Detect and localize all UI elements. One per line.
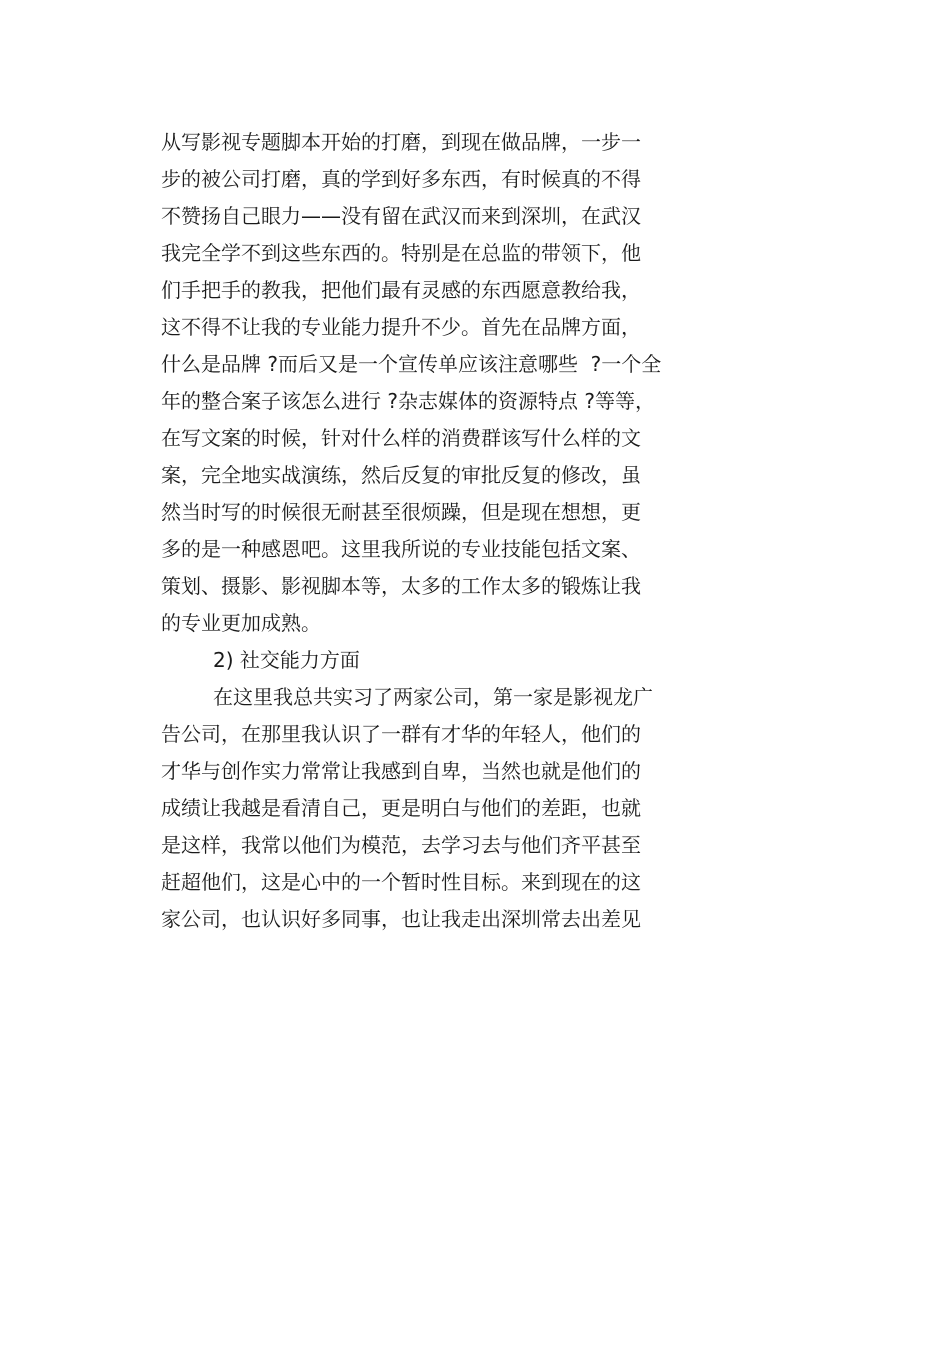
paragraph-1-line: 策划、摄影、影视脚本等，太多的工作太多的锻炼让我 [161,574,641,598]
paragraph-1-line: 的专业更加成熟。 [161,611,321,635]
paragraph-2-line: 才华与创作实力常常让我感到自卑，当然也就是他们的 [161,759,641,783]
section-heading: 2) 社交能力方面 [213,648,360,672]
paragraph-1-line: 在写文案的时候，针对什么样的消费群该写什么样的文 [161,426,641,450]
paragraph-1-line: 从写影视专题脚本开始的打磨，到现在做品牌，一步一 [161,130,641,154]
paragraph-1-line: 们手把手的教我，把他们最有灵感的东西愿意教给我， [161,278,641,302]
paragraph-1-line: 多的是一种感恩吧。这里我所说的专业技能包括文案、 [161,537,641,561]
paragraph-2-line: 赶超他们，这是心中的一个暂时性目标。来到现在的这 [161,870,641,894]
paragraph-1-line: 步的被公司打磨，真的学到好多东西，有时候真的不得 [161,167,641,191]
paragraph-1-line: 这不得不让我的专业能力提升不少。首先在品牌方面， [161,315,641,339]
paragraph-1-line: 然当时写的时候很无耐甚至很烦躁，但是现在想想，更 [161,500,641,524]
paragraph-1-line: 案，完全地实战演练，然后反复的审批反复的修改，虽 [161,463,641,487]
paragraph-2-line: 在这里我总共实习了两家公司，第一家是影视龙广 [213,685,653,709]
paragraph-1-line: 我完全学不到这些东西的。特别是在总监的带领下，他 [161,241,641,265]
paragraph-1-line: 什么是品牌 ?而后又是一个宣传单应该注意哪些 ?一个全 [161,352,662,376]
paragraph-1-line: 不赞扬自己眼力——没有留在武汉而来到深圳，在武汉 [161,204,641,228]
paragraph-2-line: 是这样，我常以他们为模范，去学习去与他们齐平甚至 [161,833,641,857]
paragraph-2-line: 家公司，也认识好多同事，也让我走出深圳常去出差见 [161,907,641,931]
paragraph-2-line: 成绩让我越是看清自己，更是明白与他们的差距，也就 [161,796,641,820]
paragraph-1-line: 年的整合案子该怎么进行 ?杂志媒体的资源特点 ?等等， [161,389,655,413]
paragraph-2-line: 告公司，在那里我认识了一群有才华的年轻人，他们的 [161,722,641,746]
body-text [161,124,781,938]
